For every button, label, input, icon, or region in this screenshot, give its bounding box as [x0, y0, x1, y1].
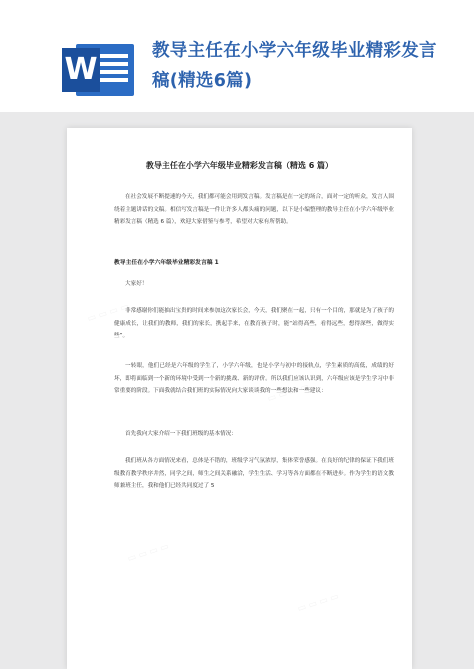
watermark: ▭ ▭ ▭ ▭ [266, 381, 311, 405]
word-icon-line [98, 70, 128, 74]
intro-paragraph: 在社会发展不断提速的今天，我们都可能会用到发言稿。发言稿是在一定的场合，面对一定的听众，发言人围绕着主题讲话的文稿。相信写发言稿是一件让许多人都头痛的问题，以下是小编整理的教导主任在小学六年级毕业精彩发言稿（精选 6 篇），欢迎大家借鉴与参考，希望对大家有所帮助。 [114, 194, 394, 226]
watermark: ▭ ▭ ▭ ▭ [86, 301, 131, 325]
document-page [67, 128, 412, 669]
paragraph-4: 我们班从各方面情况来看，总体是不错的，班级学习气氛浓厚，集体荣誉感强。在良好的纪律的保证下我们班级教育教学秩序井然，同学之间，师生之间关系融洽，学生生活、学习等各方面都在不断进步。作为学生的语文教师兼班主任，我和他们已经共同度过了 5 [114, 458, 394, 490]
document-header [0, 0, 474, 112]
watermark: ▭ ▭ ▭ ▭ [296, 591, 341, 615]
word-icon-line [98, 78, 128, 82]
paragraph-3: 首先我向大家介绍一下我们班级的基本情况： [125, 431, 237, 437]
word-document-icon [62, 44, 134, 96]
word-icon-letter: W [62, 48, 100, 92]
paragraph-2: 一转眼，他们已经是六年级的学生了，小学六年级，也是小学与初中的接轨点，学生素质的高低，成绩的好坏，即将面临到一个新的环境中受到一个新的挑战、新的评价。所以我们应该认识到，六年级应该是学生学习中非常重要的阶段。下面我就结合我们班的实际情况向大家谈谈我的一些想法和一些建议： [114, 363, 394, 395]
paragraph-1: 非常感谢你们能抽出宝贵的时间来参加这次家长会，今天，我们聚在一起，只有一个目的，那就是为了孩子的健康成长，让我们的教师，我们的家长，携起手来，在教育孩子时，能“站得高些，看得远些，想得深些，做得实些”。 [114, 308, 394, 340]
document-header-title: 教导主任在小学六年级毕业精彩发言稿(精选6篇) [152, 41, 437, 91]
word-icon-line [98, 62, 128, 66]
watermark: ▭ ▭ ▭ ▭ [126, 541, 171, 565]
word-icon-line [98, 54, 128, 58]
greeting-paragraph: 大家好！ [125, 281, 148, 287]
page-title: 教导主任在小学六年级毕业精彩发言稿（精选 6 篇） [145, 161, 334, 170]
section-heading: 教导主任在小学六年级毕业精彩发言稿 1 [114, 260, 219, 266]
